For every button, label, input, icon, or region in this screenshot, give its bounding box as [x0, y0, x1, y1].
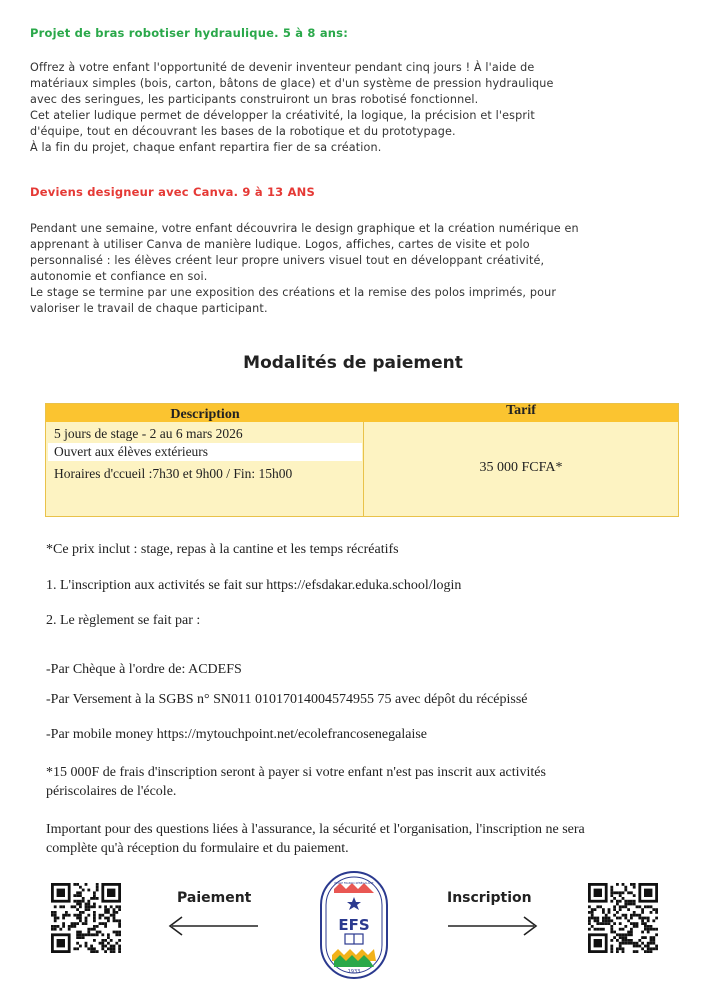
arrow-right-icon [446, 914, 540, 938]
section1-line: Offrez à votre enfant l'opportunité de devenir inventeur pendant cinq jours ! À l'aide de [30, 61, 535, 74]
table-row: Horaires d'ccueil :7h30 et 9h00 / Fin: 15h00 [54, 466, 293, 481]
important-line: Important pour des questions liées à l'assurance, la sécurité et l'organisation, l'inscription ne sera [46, 822, 585, 837]
section1-line: À la fin du projet, chaque enfant repartira fier de sa création. [30, 141, 382, 154]
section1-body [30, 60, 678, 156]
fee-note-line: périscolaires de l'école. [46, 784, 177, 799]
section2-title: Deviens designeur avec Canva. 9 à 13 ANS [30, 185, 315, 199]
section2-line: Le stage se termine par une exposition des créations et la remise des polos imprimés, pour [30, 286, 557, 299]
section2-line: valoriser le travail de chaque participant. [30, 302, 268, 315]
step-payment: 2. Le règlement se fait par : [46, 613, 201, 628]
table-row: Ouvert aux élèves extérieurs [48, 443, 362, 461]
fee-note [46, 763, 676, 801]
payment-heading: Modalités de paiement [243, 353, 463, 373]
step-registration: 1. L'inscription aux activités se fait sur https://efsdakar.eduka.school/login [46, 578, 462, 593]
inscription-label: Inscription [447, 890, 532, 906]
school-logo-icon [318, 869, 390, 981]
section2-body [30, 221, 678, 317]
qr-code-icon[interactable] [588, 883, 658, 953]
important-note [46, 820, 676, 858]
section2-line: autonomie et confiance en soi. [30, 270, 208, 283]
price-note: *Ce prix inclut : stage, repas à la cantine et les temps récréatifs [46, 542, 399, 557]
section2-line: apprenant à utiliser Canva de manière ludique. Logos, affiches, cartes de visite et polo [30, 238, 530, 251]
section2-line: Pendant une semaine, votre enfant découvrira le design graphique et la création numérique en [30, 222, 579, 235]
payment-method-cheque: -Par Chèque à l'ordre de: ACDEFS [46, 662, 242, 677]
logo-arc-text: ÉCOLE FRANCO-SÉNÉGALAISE [334, 882, 374, 885]
fee-note-line: *15 000F de frais d'inscription seront à payer si votre enfant n'est pas inscrit aux activités [46, 765, 546, 780]
payment-method-transfer: -Par Versement à la SGBS n° SN011 01017014004574955 75 avec dépôt du récépissé [46, 692, 528, 707]
table-header-description: Description [46, 404, 364, 422]
logo-letters: EFS [338, 916, 370, 934]
section1-line: Cet atelier ludique permet de développer la créativité, la logique, la précision et l'esprit [30, 109, 535, 122]
table-row: 5 jours de stage - 2 au 6 mars 2026 [54, 426, 243, 441]
qr-code-icon[interactable] [51, 883, 121, 953]
table-price: 35 000 FCFA* [479, 460, 563, 475]
pricing-table [45, 403, 679, 517]
section1-line: avec des seringues, les participants construiront un bras robotisé fonctionnel. [30, 93, 479, 106]
section2-line: personnalisé : les élèves créent leur propre univers visuel tout en développant créativité, [30, 254, 545, 267]
table-header-tarif: Tarif [364, 404, 678, 422]
logo-year: 1933 [347, 969, 361, 975]
section1-title: Projet de bras robotiser hydraulique. 5 à 8 ans: [30, 26, 349, 40]
arrow-left-icon [166, 914, 260, 938]
section1-line: d'équipe, tout en découvrant les bases de la robotique et du prototypage. [30, 125, 456, 138]
payment-label: Paiement [177, 890, 252, 906]
section1-line: matériaux simples (bois, carton, bâtons de glace) et d'un système de pression hydraulique [30, 77, 554, 90]
important-line: complète qu'à réception du formulaire et du paiement. [46, 841, 349, 856]
payment-method-mobile: -Par mobile money https://mytouchpoint.net/ecolefrancosenegalaise [46, 727, 428, 742]
